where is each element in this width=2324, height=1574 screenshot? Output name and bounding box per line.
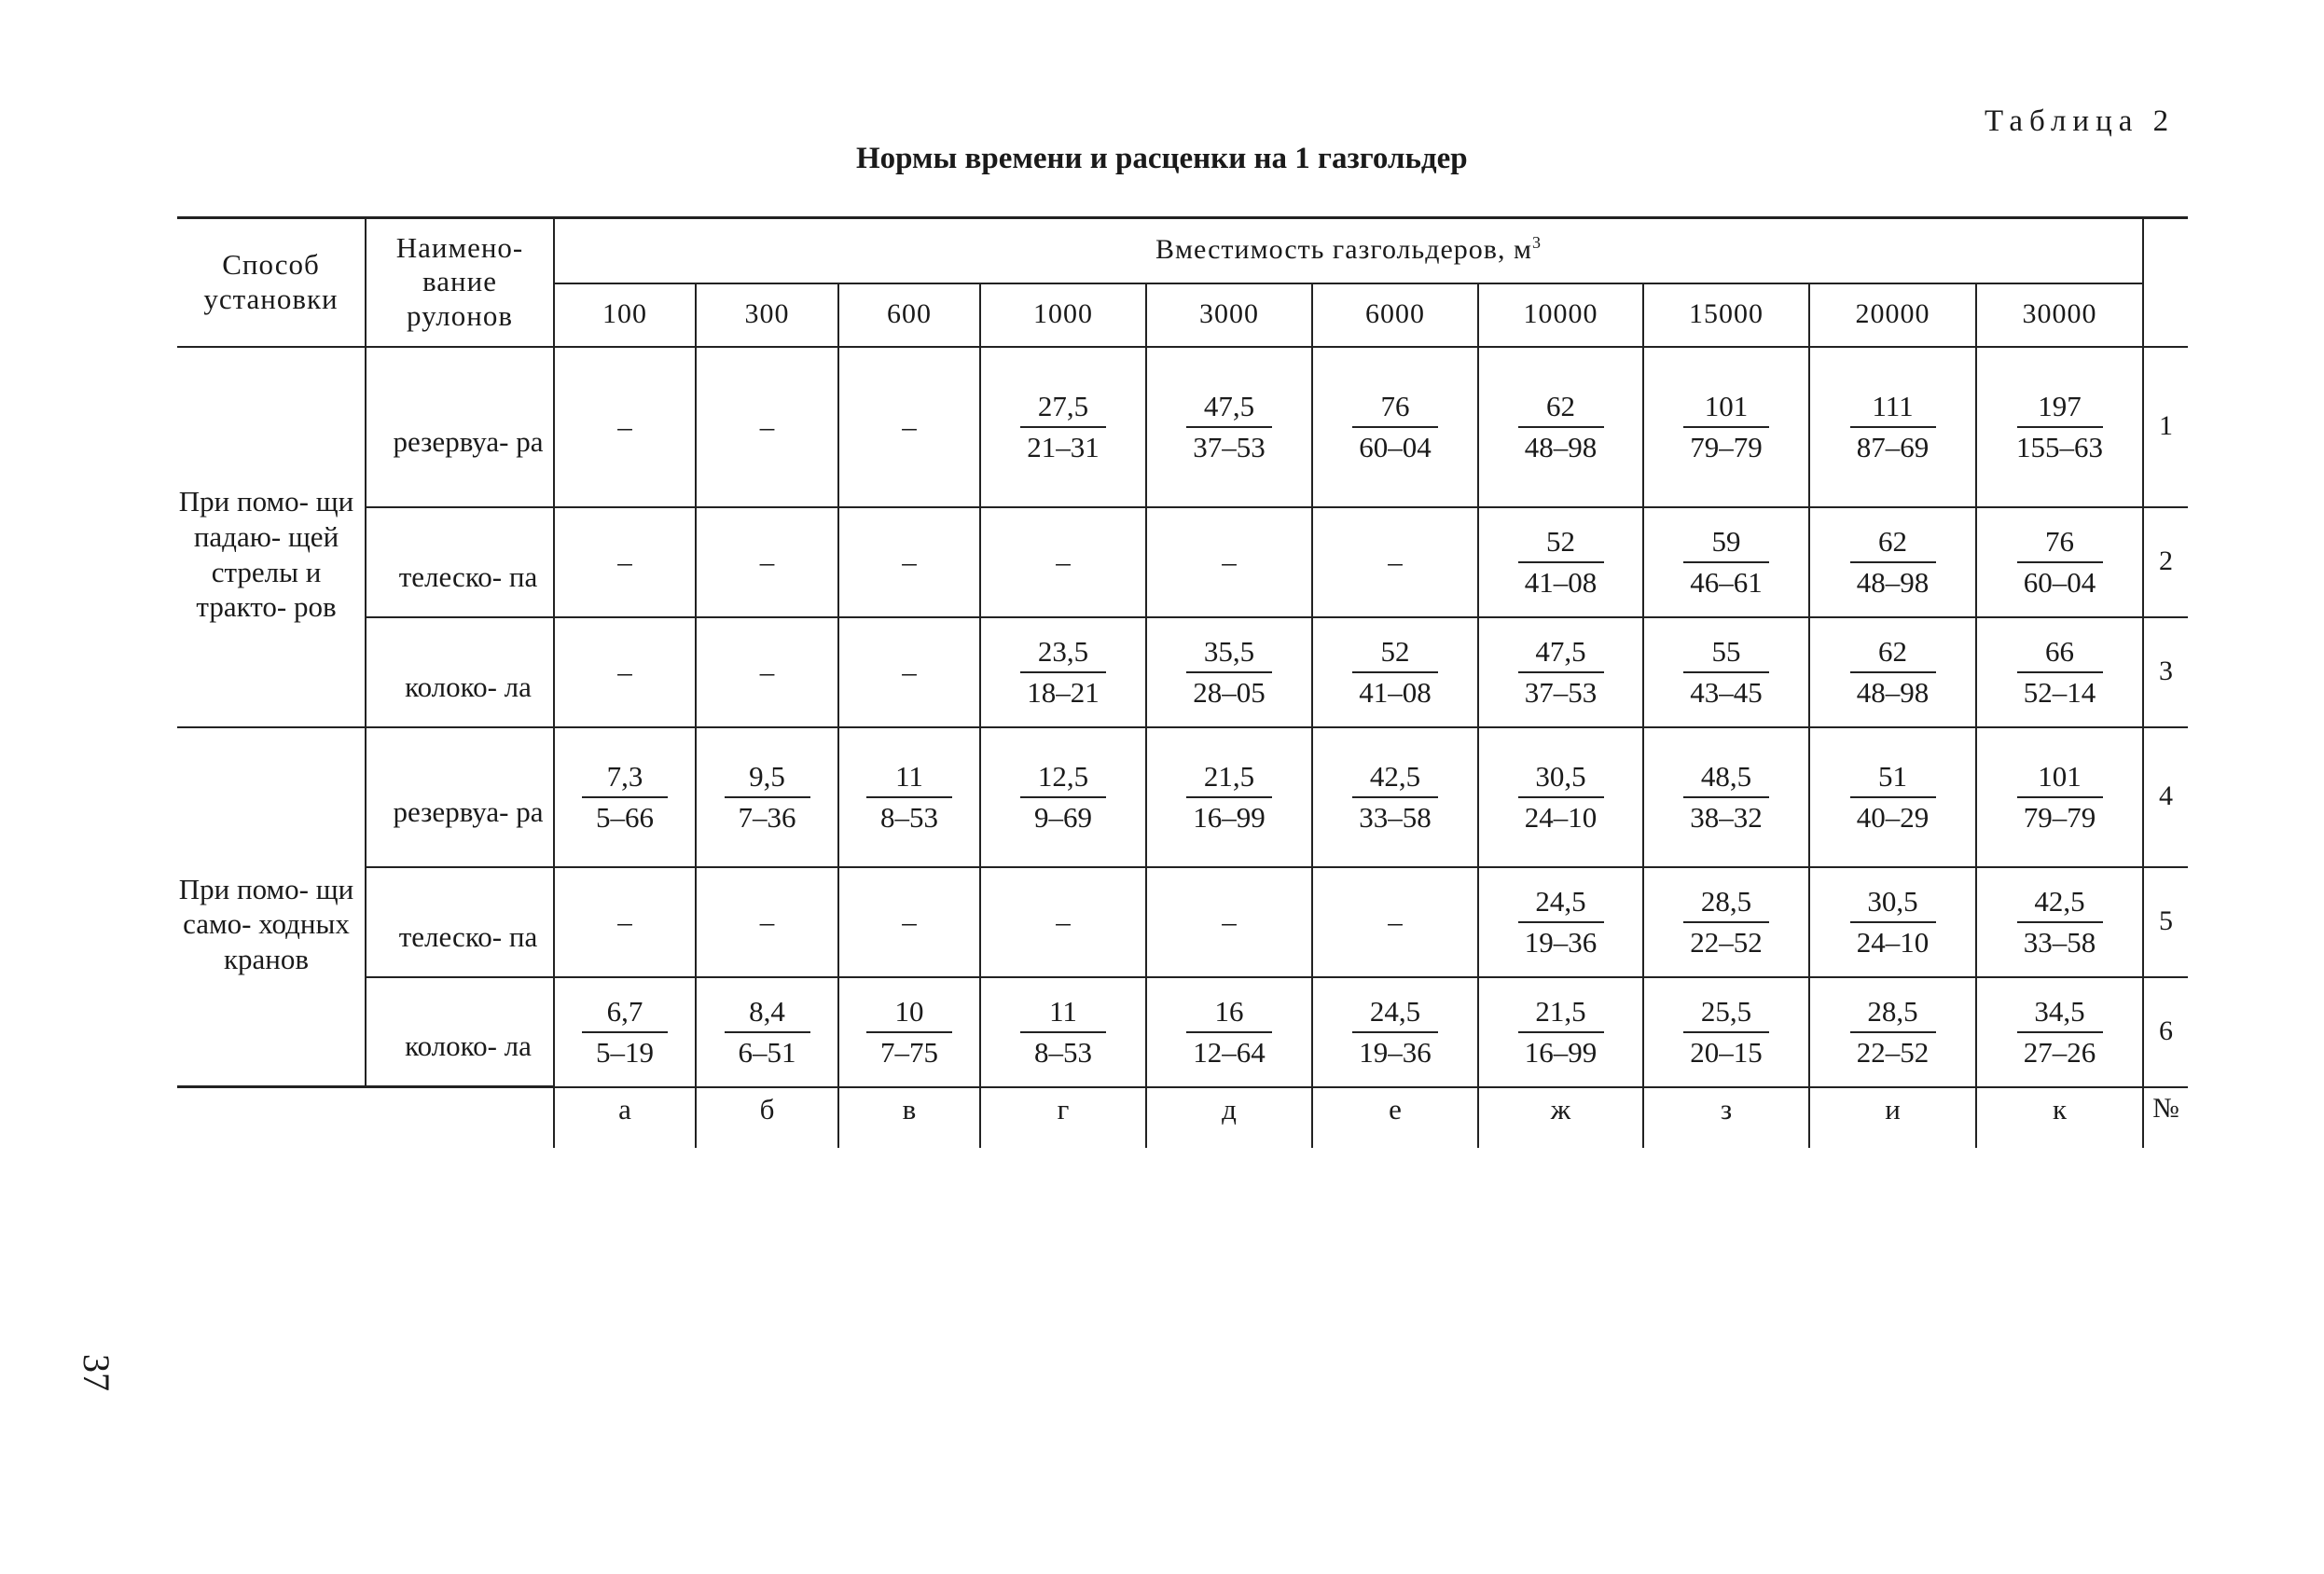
value-cell xyxy=(838,867,980,977)
blank-cell xyxy=(366,1087,554,1149)
norm-fraction xyxy=(1850,884,1936,960)
no-label: № xyxy=(2143,1087,2188,1149)
price-rate: 27–26 xyxy=(2023,1035,2096,1069)
method-label: При помо- щи падаю- щей стрелы и тракто- ров xyxy=(178,484,354,624)
value-cell xyxy=(1976,347,2143,507)
column-letter: г xyxy=(980,1087,1146,1149)
value-cell xyxy=(1643,617,1809,727)
price-rate: 46–61 xyxy=(1690,565,1763,599)
value-cell xyxy=(1146,507,1312,617)
value-cell xyxy=(696,617,838,727)
norm-fraction xyxy=(2017,994,2103,1070)
value-cell xyxy=(1146,727,1312,867)
roll-name-label: телеско- па xyxy=(398,919,538,953)
price-rate: 33–58 xyxy=(1359,800,1432,834)
norm-fraction xyxy=(2011,389,2109,465)
header-method: Способ установки xyxy=(177,218,366,347)
norm-fraction xyxy=(1186,634,1272,711)
value-cell xyxy=(838,507,980,617)
value-cell xyxy=(696,727,838,867)
norm-fraction xyxy=(1850,994,1936,1070)
value-cell xyxy=(696,507,838,617)
value-cell xyxy=(1146,977,1312,1087)
norm-fraction xyxy=(2017,524,2103,601)
norm-fraction xyxy=(1020,634,1106,711)
column-letter: к xyxy=(1976,1087,2143,1149)
time-norm: 7,3 xyxy=(582,759,668,798)
roll-name-cell xyxy=(366,617,554,727)
column-letter: а xyxy=(554,1087,696,1149)
time-norm: 27,5 xyxy=(1020,389,1106,428)
time-norm: 9,5 xyxy=(725,759,810,798)
time-norm: 6,7 xyxy=(582,994,668,1033)
norm-fraction xyxy=(1186,759,1272,835)
norm-fraction xyxy=(1518,994,1604,1070)
value-cell xyxy=(1478,977,1643,1087)
empty-dash: – xyxy=(1388,545,1403,578)
empty-dash: – xyxy=(617,545,632,578)
value-cell xyxy=(1976,617,2143,727)
column-letter: ж xyxy=(1478,1087,1643,1149)
value-cell xyxy=(980,347,1146,507)
header-no-cell xyxy=(2143,218,2188,347)
empty-dash: – xyxy=(902,904,917,938)
value-cell xyxy=(1312,727,1478,867)
row-number: 1 xyxy=(2143,347,2188,507)
norm-fraction xyxy=(1683,994,1769,1070)
value-cell xyxy=(1809,727,1976,867)
value-cell xyxy=(1643,347,1809,507)
price-rate: 21–31 xyxy=(1027,430,1100,463)
price-rate: 60–04 xyxy=(2023,565,2096,599)
norm-fraction xyxy=(1020,994,1106,1070)
time-norm: 10 xyxy=(866,994,952,1033)
value-cell xyxy=(1478,727,1643,867)
price-rate: 8–53 xyxy=(880,800,938,834)
time-norm: 197 xyxy=(2017,389,2103,428)
row-number: 4 xyxy=(2143,727,2188,867)
value-cell xyxy=(1312,617,1478,727)
price-rate: 40–29 xyxy=(1856,800,1930,834)
price-rate: 19–36 xyxy=(1524,925,1598,959)
norm-fraction xyxy=(2017,884,2103,960)
price-rate: 16–99 xyxy=(1193,800,1266,834)
price-rate: 79–79 xyxy=(2023,800,2096,834)
price-rate: 22–52 xyxy=(1856,1035,1930,1069)
time-norm: 55 xyxy=(1683,634,1769,673)
time-norm: 28,5 xyxy=(1850,994,1936,1033)
capacity-header-cell: 1000 xyxy=(980,283,1146,347)
empty-dash: – xyxy=(1388,904,1403,938)
time-norm: 35,5 xyxy=(1186,634,1272,673)
norm-fraction xyxy=(1518,389,1604,465)
norm-fraction xyxy=(1352,759,1438,835)
time-norm: 76 xyxy=(1352,389,1438,428)
value-cell xyxy=(1478,347,1643,507)
value-cell xyxy=(1643,507,1809,617)
price-rate: 37–53 xyxy=(1524,675,1598,709)
value-cell xyxy=(980,867,1146,977)
norm-fraction xyxy=(1683,524,1769,601)
norm-fraction xyxy=(1020,389,1106,465)
time-norm: 52 xyxy=(1352,634,1438,673)
row-number: 3 xyxy=(2143,617,2188,727)
time-norm: 21,5 xyxy=(1518,994,1604,1033)
time-norm: 8,4 xyxy=(725,994,810,1033)
header-roll-name: Наимено- вание рулонов xyxy=(366,218,554,347)
value-cell xyxy=(838,727,980,867)
value-cell xyxy=(980,617,1146,727)
empty-dash: – xyxy=(759,409,775,443)
value-cell xyxy=(1643,727,1809,867)
value-cell xyxy=(1809,347,1976,507)
column-letter: б xyxy=(696,1087,838,1149)
capacity-header-cell: 30000 xyxy=(1976,283,2143,347)
value-cell xyxy=(980,507,1146,617)
price-rate: 19–36 xyxy=(1359,1035,1432,1069)
value-cell xyxy=(838,617,980,727)
norm-fraction xyxy=(1518,759,1604,835)
roll-name-cell xyxy=(366,977,554,1087)
table-row xyxy=(177,977,2188,1087)
value-cell xyxy=(696,867,838,977)
time-norm: 62 xyxy=(1518,389,1604,428)
capacity-header-cell: 3000 xyxy=(1146,283,1312,347)
price-rate: 20–15 xyxy=(1690,1035,1763,1069)
price-rate: 16–99 xyxy=(1524,1035,1598,1069)
value-cell xyxy=(1976,867,2143,977)
roll-name-label: резервуа- ра xyxy=(393,424,544,458)
page-title: Нормы времени и расценки на 1 газгольдер xyxy=(856,142,1468,175)
norm-fraction xyxy=(866,994,952,1070)
price-rate: 48–98 xyxy=(1856,675,1930,709)
value-cell xyxy=(554,867,696,977)
blank-cell xyxy=(177,1087,366,1149)
value-cell xyxy=(1809,867,1976,977)
price-rate: 38–32 xyxy=(1690,800,1763,834)
price-rate: 12–64 xyxy=(1193,1035,1266,1069)
norm-fraction xyxy=(1850,759,1936,835)
empty-dash: – xyxy=(1056,545,1071,578)
time-norm: 101 xyxy=(2017,759,2103,798)
price-rate: 24–10 xyxy=(1856,925,1930,959)
norm-fraction xyxy=(582,759,668,835)
price-rate: 37–53 xyxy=(1193,430,1266,463)
price-rate: 48–98 xyxy=(1856,565,1930,599)
norm-fraction xyxy=(1518,884,1604,960)
price-rate: 7–75 xyxy=(880,1035,938,1069)
table-label: Таблица 2 xyxy=(1985,104,2176,138)
roll-name-label: телеско- па xyxy=(398,559,538,593)
empty-dash: – xyxy=(759,655,775,688)
capacity-header-cell: 10000 xyxy=(1478,283,1643,347)
column-letter: д xyxy=(1146,1087,1312,1149)
value-cell xyxy=(1146,867,1312,977)
time-norm: 52 xyxy=(1518,524,1604,563)
value-cell xyxy=(1809,507,1976,617)
norm-fraction xyxy=(1850,389,1936,465)
row-number: 2 xyxy=(2143,507,2188,617)
price-rate: 48–98 xyxy=(1524,430,1598,463)
time-norm: 16 xyxy=(1186,994,1272,1033)
value-cell xyxy=(1312,507,1478,617)
norm-fraction xyxy=(1020,759,1106,835)
empty-dash: – xyxy=(1222,904,1237,938)
price-rate: 79–79 xyxy=(1690,430,1763,463)
roll-name-label: резервуа- ра xyxy=(393,794,544,828)
price-rate: 7–36 xyxy=(738,800,796,834)
price-rate: 24–10 xyxy=(1524,800,1598,834)
empty-dash: – xyxy=(1222,545,1237,578)
roll-name-label: колоко- ла xyxy=(405,1029,532,1063)
price-rate: 28–05 xyxy=(1193,675,1266,709)
time-norm: 66 xyxy=(2017,634,2103,673)
value-cell xyxy=(1312,977,1478,1087)
capacity-header-cell: 100 xyxy=(554,283,696,347)
empty-dash: – xyxy=(617,904,632,938)
value-cell xyxy=(1312,347,1478,507)
time-norm: 11 xyxy=(866,759,952,798)
time-norm: 25,5 xyxy=(1683,994,1769,1033)
norm-fraction xyxy=(1850,634,1936,711)
method-cell xyxy=(177,347,366,727)
column-letter: в xyxy=(838,1087,980,1149)
norm-fraction xyxy=(1186,389,1272,465)
empty-dash: – xyxy=(617,655,632,688)
empty-dash: – xyxy=(759,545,775,578)
column-letter: е xyxy=(1312,1087,1478,1149)
time-norm: 111 xyxy=(1850,389,1936,428)
table-row xyxy=(177,347,2188,507)
price-rate: 18–21 xyxy=(1027,675,1100,709)
time-norm: 12,5 xyxy=(1020,759,1106,798)
time-norm: 23,5 xyxy=(1020,634,1106,673)
table-row xyxy=(177,727,2188,867)
norm-fraction xyxy=(1683,389,1769,465)
norms-table xyxy=(177,216,2188,1148)
value-cell xyxy=(980,727,1146,867)
norm-fraction xyxy=(1352,389,1438,465)
header-capacity xyxy=(554,218,2143,283)
value-cell xyxy=(554,347,696,507)
price-rate: 22–52 xyxy=(1690,925,1763,959)
time-norm: 24,5 xyxy=(1352,994,1438,1033)
empty-dash: – xyxy=(902,409,917,443)
capacity-header-cell: 15000 xyxy=(1643,283,1809,347)
row-number: 5 xyxy=(2143,867,2188,977)
value-cell xyxy=(1312,867,1478,977)
time-norm: 28,5 xyxy=(1683,884,1769,923)
time-norm: 30,5 xyxy=(1850,884,1936,923)
empty-dash: – xyxy=(902,545,917,578)
price-rate: 5–19 xyxy=(596,1035,654,1069)
roll-name-cell xyxy=(366,347,554,507)
norm-fraction xyxy=(1352,994,1438,1070)
time-norm: 24,5 xyxy=(1518,884,1604,923)
norm-fraction xyxy=(866,759,952,835)
roll-name-cell xyxy=(366,727,554,867)
time-norm: 48,5 xyxy=(1683,759,1769,798)
roll-name-cell xyxy=(366,507,554,617)
value-cell xyxy=(696,347,838,507)
norm-fraction xyxy=(1186,994,1272,1070)
column-letter: и xyxy=(1809,1087,1976,1149)
value-cell xyxy=(1146,617,1312,727)
value-cell xyxy=(1478,867,1643,977)
value-cell xyxy=(1643,867,1809,977)
value-cell xyxy=(1478,617,1643,727)
norm-fraction xyxy=(1683,759,1769,835)
price-rate: 87–69 xyxy=(1856,430,1930,463)
value-cell xyxy=(1976,977,2143,1087)
time-norm: 42,5 xyxy=(1352,759,1438,798)
value-cell xyxy=(1809,977,1976,1087)
time-norm: 30,5 xyxy=(1518,759,1604,798)
empty-dash: – xyxy=(1056,904,1071,938)
price-rate: 60–04 xyxy=(1359,430,1432,463)
time-norm: 47,5 xyxy=(1518,634,1604,673)
norm-fraction xyxy=(725,759,810,835)
capacity-header-cell: 600 xyxy=(838,283,980,347)
roll-name-label: колоко- ла xyxy=(405,670,532,703)
price-rate: 6–51 xyxy=(738,1035,796,1069)
value-cell xyxy=(838,977,980,1087)
column-letters-row xyxy=(177,1087,2188,1149)
price-rate: 41–08 xyxy=(1359,675,1432,709)
value-cell xyxy=(1976,727,2143,867)
price-rate: 41–08 xyxy=(1524,565,1598,599)
norm-fraction xyxy=(1683,634,1769,711)
value-cell xyxy=(1146,347,1312,507)
norm-fraction xyxy=(582,994,668,1070)
value-cell xyxy=(554,727,696,867)
value-cell xyxy=(1643,977,1809,1087)
price-rate: 43–45 xyxy=(1690,675,1763,709)
roll-name-cell xyxy=(366,867,554,977)
norm-fraction xyxy=(1850,524,1936,601)
time-norm: 21,5 xyxy=(1186,759,1272,798)
capacity-header-cell: 20000 xyxy=(1809,283,1976,347)
value-cell xyxy=(554,617,696,727)
norm-fraction xyxy=(2017,634,2103,711)
time-norm: 47,5 xyxy=(1186,389,1272,428)
price-rate: 8–53 xyxy=(1034,1035,1092,1069)
method-cell xyxy=(177,727,366,1087)
norm-fraction xyxy=(725,994,810,1070)
row-number: 6 xyxy=(2143,977,2188,1087)
header-capacity-unit-sup: 3 xyxy=(1531,233,1542,253)
time-norm: 42,5 xyxy=(2017,884,2103,923)
time-norm: 62 xyxy=(1850,524,1936,563)
time-norm: 101 xyxy=(1683,389,1769,428)
value-cell xyxy=(1976,507,2143,617)
price-rate: 155–63 xyxy=(2016,430,2103,463)
value-cell xyxy=(554,507,696,617)
header-capacity-text: Вместимость газгольдеров, м xyxy=(1155,234,1532,266)
time-norm: 76 xyxy=(2017,524,2103,563)
method-label: При помо- щи само- ходных кранов xyxy=(178,872,354,976)
value-cell xyxy=(1478,507,1643,617)
norm-fraction xyxy=(2017,759,2103,835)
time-norm: 51 xyxy=(1850,759,1936,798)
norm-fraction xyxy=(1518,524,1604,601)
price-rate: 9–69 xyxy=(1034,800,1092,834)
time-norm: 34,5 xyxy=(2017,994,2103,1033)
price-rate: 5–66 xyxy=(596,800,654,834)
price-rate: 33–58 xyxy=(2023,925,2096,959)
price-rate: 52–14 xyxy=(2023,675,2096,709)
table-row xyxy=(177,617,2188,727)
table-row xyxy=(177,867,2188,977)
table-row xyxy=(177,507,2188,617)
empty-dash: – xyxy=(617,409,632,443)
time-norm: 11 xyxy=(1020,994,1106,1033)
capacity-header-cell: 300 xyxy=(696,283,838,347)
capacity-header-cell: 6000 xyxy=(1312,283,1478,347)
page-number: 37 xyxy=(76,1354,118,1391)
norm-fraction xyxy=(1518,634,1604,711)
empty-dash: – xyxy=(902,655,917,688)
time-norm: 59 xyxy=(1683,524,1769,563)
empty-dash: – xyxy=(759,904,775,938)
value-cell xyxy=(838,347,980,507)
norm-fraction xyxy=(1683,884,1769,960)
column-letter: з xyxy=(1643,1087,1809,1149)
value-cell xyxy=(554,977,696,1087)
time-norm: 62 xyxy=(1850,634,1936,673)
value-cell xyxy=(1809,617,1976,727)
norm-fraction xyxy=(1352,634,1438,711)
value-cell xyxy=(696,977,838,1087)
value-cell xyxy=(980,977,1146,1087)
